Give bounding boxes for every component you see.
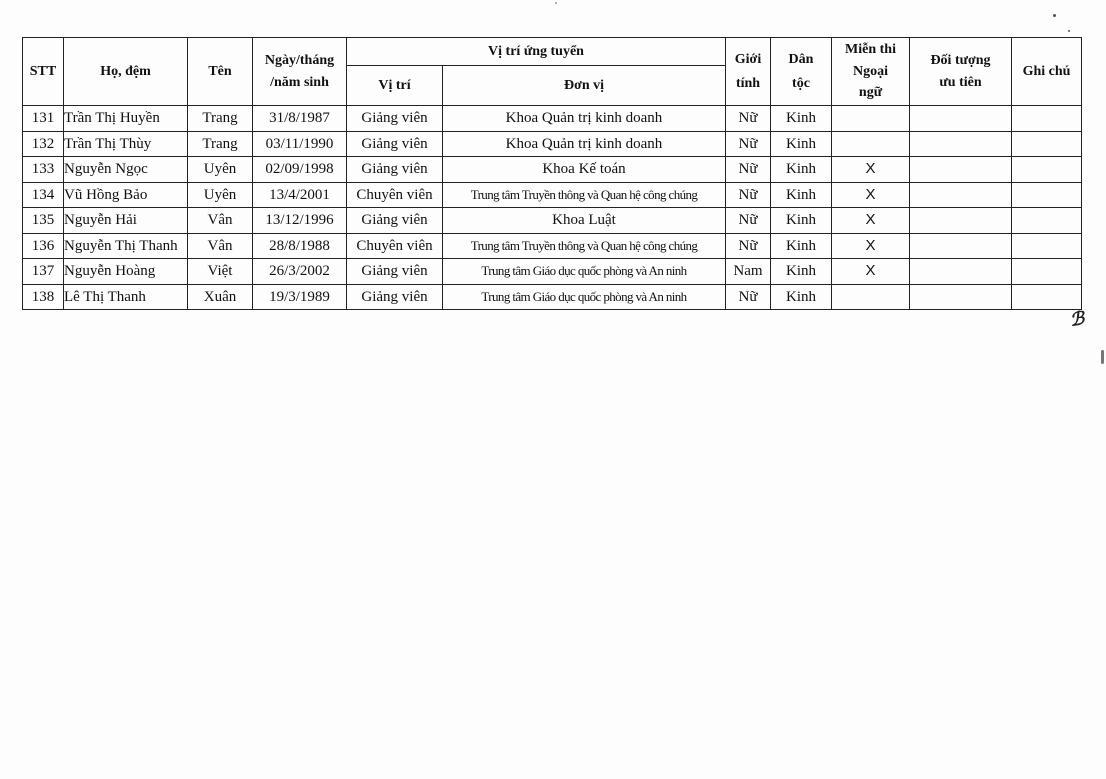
cell-don-vi: Trung tâm Giáo dục quốc phòng và An ninh [443, 284, 726, 310]
cell-dan-toc: Kinh [771, 106, 832, 132]
table-body [23, 106, 1082, 310]
cell-ho-dem: Nguyễn Ngọc [64, 157, 188, 183]
cell-ngay-sinh: 31/8/1987 [253, 106, 347, 132]
cell-dan-toc: Kinh [771, 208, 832, 234]
header-vi-tri-ung-tuyen: Vị trí ứng tuyển [347, 38, 726, 66]
scan-speck [1053, 14, 1056, 17]
cell-mien-thi [832, 131, 910, 157]
cell-dan-toc: Kinh [771, 284, 832, 310]
cell-ngay-sinh: 19/3/1989 [253, 284, 347, 310]
cell-ten: Uyên [188, 157, 253, 183]
cell-gioi-tinh: Nữ [726, 208, 771, 234]
header-dan-toc-line1: Dân [788, 52, 814, 68]
cell-don-vi: Trung tâm Giáo dục quốc phòng và An ninh [443, 259, 726, 285]
cell-ghi-chu [1012, 259, 1082, 285]
table-row [23, 106, 1082, 132]
cell-gioi-tinh: Nam [726, 259, 771, 285]
scan-speck [555, 2, 557, 4]
cell-ghi-chu [1012, 208, 1082, 234]
header-ten: Tên [188, 38, 253, 106]
table-row [23, 284, 1082, 310]
header-ngay-sinh-line1: Ngày/tháng [264, 53, 335, 69]
cell-dan-toc: Kinh [771, 182, 832, 208]
cell-ho-dem: Trần Thị Thùy [64, 131, 188, 157]
table-header [23, 38, 1082, 106]
cell-ho-dem: Nguyễn Hoàng [64, 259, 188, 285]
cell-vi-tri: Giảng viên [347, 131, 443, 157]
cell-doi-tuong [910, 131, 1012, 157]
cell-ten: Trang [188, 131, 253, 157]
header-ghi-chu: Ghi chú [1012, 38, 1082, 106]
cell-don-vi: Trung tâm Truyền thông và Quan hệ công chúng [443, 182, 726, 208]
cell-mien-thi [832, 106, 910, 132]
cell-ngay-sinh: 03/11/1990 [253, 131, 347, 157]
cell-stt: 133 [23, 157, 64, 183]
cell-gioi-tinh: Nữ [726, 233, 771, 259]
header-ngay-sinh [253, 38, 347, 106]
header-mien-thi [832, 38, 910, 106]
cell-ngay-sinh: 13/4/2001 [253, 182, 347, 208]
table-row [23, 157, 1082, 183]
cell-stt: 137 [23, 259, 64, 285]
candidate-table [22, 37, 1082, 310]
cell-doi-tuong [910, 233, 1012, 259]
cell-doi-tuong [910, 208, 1012, 234]
cell-ghi-chu [1012, 106, 1082, 132]
cell-ghi-chu [1012, 182, 1082, 208]
cell-vi-tri: Giảng viên [347, 106, 443, 132]
cell-don-vi: Khoa Luật [443, 208, 726, 234]
header-stt: STT [23, 38, 64, 106]
cell-doi-tuong [910, 259, 1012, 285]
header-doi-tuong-line2: ưu tiên [939, 74, 982, 90]
header-mien-thi-line3: ngữ [858, 85, 883, 101]
header-doi-tuong-line1: Đối tượng [930, 53, 991, 69]
cell-don-vi: Khoa Quản trị kinh doanh [443, 106, 726, 132]
header-mien-thi-line2: Ngoại [853, 63, 888, 79]
cell-ngay-sinh: 13/12/1996 [253, 208, 347, 234]
cell-gioi-tinh: Nữ [726, 284, 771, 310]
cell-vi-tri: Giảng viên [347, 157, 443, 183]
cell-vi-tri: Chuyên viên [347, 182, 443, 208]
table-row [23, 233, 1082, 259]
cell-ghi-chu [1012, 284, 1082, 310]
cell-ngay-sinh: 02/09/1998 [253, 157, 347, 183]
cell-mien-thi [832, 284, 910, 310]
cell-ten: Trang [188, 106, 253, 132]
cell-don-vi: Trung tâm Truyền thông và Quan hệ công chúng [443, 233, 726, 259]
header-dan-toc [771, 38, 832, 106]
cell-stt: 131 [23, 106, 64, 132]
cell-ten: Vân [188, 233, 253, 259]
scan-speck [1101, 350, 1104, 364]
cell-ghi-chu [1012, 233, 1082, 259]
cell-vi-tri: Giảng viên [347, 208, 443, 234]
header-ho-dem: Họ, đệm [64, 38, 188, 106]
cell-mien-thi: X [832, 208, 910, 234]
table-row [23, 208, 1082, 234]
cell-doi-tuong [910, 157, 1012, 183]
cell-stt: 135 [23, 208, 64, 234]
cell-vi-tri: Giảng viên [347, 259, 443, 285]
header-gioi-tinh-line2: tính [735, 75, 761, 91]
header-gioi-tinh-line1: Giới [734, 52, 762, 68]
cell-gioi-tinh: Nữ [726, 157, 771, 183]
cell-mien-thi: X [832, 182, 910, 208]
cell-gioi-tinh: Nữ [726, 131, 771, 157]
handwritten-initial: ℬ [1068, 308, 1086, 330]
cell-ngay-sinh: 28/8/1988 [253, 233, 347, 259]
header-mien-thi-line1: Miễn thi [845, 42, 896, 58]
cell-ten: Việt [188, 259, 253, 285]
cell-vi-tri: Chuyên viên [347, 233, 443, 259]
cell-ghi-chu [1012, 157, 1082, 183]
cell-stt: 136 [23, 233, 64, 259]
table-row [23, 182, 1082, 208]
header-vi-tri: Vị trí [347, 66, 443, 106]
cell-mien-thi: X [832, 259, 910, 285]
cell-ho-dem: Nguyễn Hải [64, 208, 188, 234]
cell-ngay-sinh: 26/3/2002 [253, 259, 347, 285]
cell-ghi-chu [1012, 131, 1082, 157]
cell-dan-toc: Kinh [771, 131, 832, 157]
cell-dan-toc: Kinh [771, 259, 832, 285]
cell-ten: Uyên [188, 182, 253, 208]
cell-ten: Vân [188, 208, 253, 234]
cell-ho-dem: Nguyễn Thị Thanh [64, 233, 188, 259]
cell-ten: Xuân [188, 284, 253, 310]
cell-gioi-tinh: Nữ [726, 182, 771, 208]
cell-ho-dem: Trần Thị Huyền [64, 106, 188, 132]
cell-dan-toc: Kinh [771, 233, 832, 259]
cell-don-vi: Khoa Quản trị kinh doanh [443, 131, 726, 157]
table-row [23, 131, 1082, 157]
cell-dan-toc: Kinh [771, 157, 832, 183]
cell-stt: 138 [23, 284, 64, 310]
cell-ho-dem: Lê Thị Thanh [64, 284, 188, 310]
header-doi-tuong [910, 38, 1012, 106]
table-row [23, 259, 1082, 285]
cell-doi-tuong [910, 284, 1012, 310]
header-don-vi: Đơn vị [443, 66, 726, 106]
cell-don-vi: Khoa Kế toán [443, 157, 726, 183]
cell-ho-dem: Vũ Hồng Bảo [64, 182, 188, 208]
cell-stt: 132 [23, 131, 64, 157]
header-ngay-sinh-line2: /năm sinh [270, 74, 329, 90]
header-gioi-tinh [726, 38, 771, 106]
cell-vi-tri: Giảng viên [347, 284, 443, 310]
cell-doi-tuong [910, 182, 1012, 208]
header-dan-toc-line2: tộc [792, 75, 810, 91]
cell-doi-tuong [910, 106, 1012, 132]
cell-mien-thi: X [832, 157, 910, 183]
cell-gioi-tinh: Nữ [726, 106, 771, 132]
scan-speck [1068, 30, 1070, 32]
cell-stt: 134 [23, 182, 64, 208]
cell-mien-thi: X [832, 233, 910, 259]
